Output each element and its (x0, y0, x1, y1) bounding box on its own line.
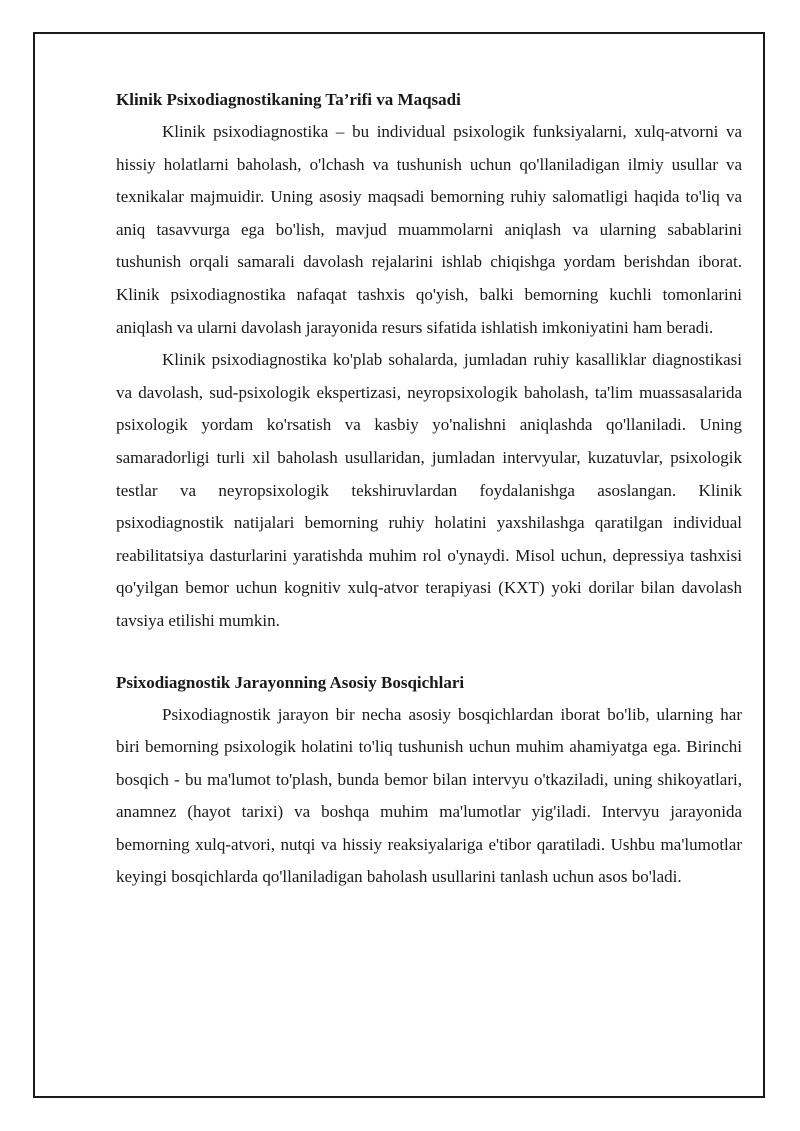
paragraph: Klinik psixodiagnostika ko'plab sohalarda, jumladan ruhiy kasalliklar diagnostikasi va davolash, sud-psixologik ekspertizasi, neyropsixologik baholash, ta'lim muassasalarida psixologik yordam ko'rsatish va kasbiy yo'nalishni aniqlashda qo'llaniladi. Uning samaradorligi turli xil baholash usullaridan, jumladan intervyular, kuzatuvlar, psixologik testlar va neyropsixologik tekshiruvlardan foydalanishga asoslangan. Klinik psixodiagnostik natijalari bemorning ruhiy holatini yaxshilashga qaratilgan individual reabilitatsiya dasturlarini yaratishda muhim rol o'ynaydi. Misol uchun, depressiya tashxisi qo'yilgan bemor uchun kognitiv xulq-atvor terapiyasi (KXT) yoki dorilar bilan davolash tavsiya etilishi mumkin. (116, 350, 742, 630)
paragraph: Klinik psixodiagnostika – bu individual psixologik funksiyalarni, xulq-atvorni va hissiy holatlarni baholash, o'lchash va tushunish uchun qo'llaniladigan ilmiy usullar va texnikalar majmuidir. Uning asosiy maqsadi bemorning ruhiy salomatligi haqida to'liq va aniq tasavvurga ega bo'lish, mavjud muammolarni aniqlash va ularning sabablarini tushunish orqali samarali davolash rejalarini ishlab chiqishga yordam berishdan iborat. Klinik psixodiagnostika nafaqat tashxis qo'yish, balki bemorning kuchli tomonlarini aniqlash va ularni davolash jarayonida resurs sifatida ishlatish imkoniyatini ham beradi. (116, 122, 742, 337)
paragraph: Psixodiagnostik jarayon bir necha asosiy bosqichlardan iborat bo'lib, ularning har biri bemorning psixologik holatini to'liq tushunish uchun muhim ahamiyatga ega. Birinchi bosqich - bu ma'lumot to'plash, bunda bemor bilan intervyu o'tkaziladi, uning shikoyatlari, anamnez (hayot tarixi) va boshqa muhim ma'lumotlar yig'iladi. Intervyu jarayonida bemorning xulq-atvori, nutqi va hissiy reaksiyalariga e'tibor qaratiladi. Ushbu ma'lumotlar keyingi bosqichlarda qo'llaniladigan baholash usullarini tanlash uchun asos bo'ladi. (116, 704, 742, 887)
section-heading: Psixodiagnostik Jarayonning Asosiy Bosqichlari (116, 672, 465, 692)
section-definition (116, 84, 742, 638)
document-body (116, 84, 742, 894)
section-heading: Klinik Psixodiagnostikaning Ta’rifi va Maqsadi (116, 90, 461, 109)
section-stages (116, 667, 742, 895)
